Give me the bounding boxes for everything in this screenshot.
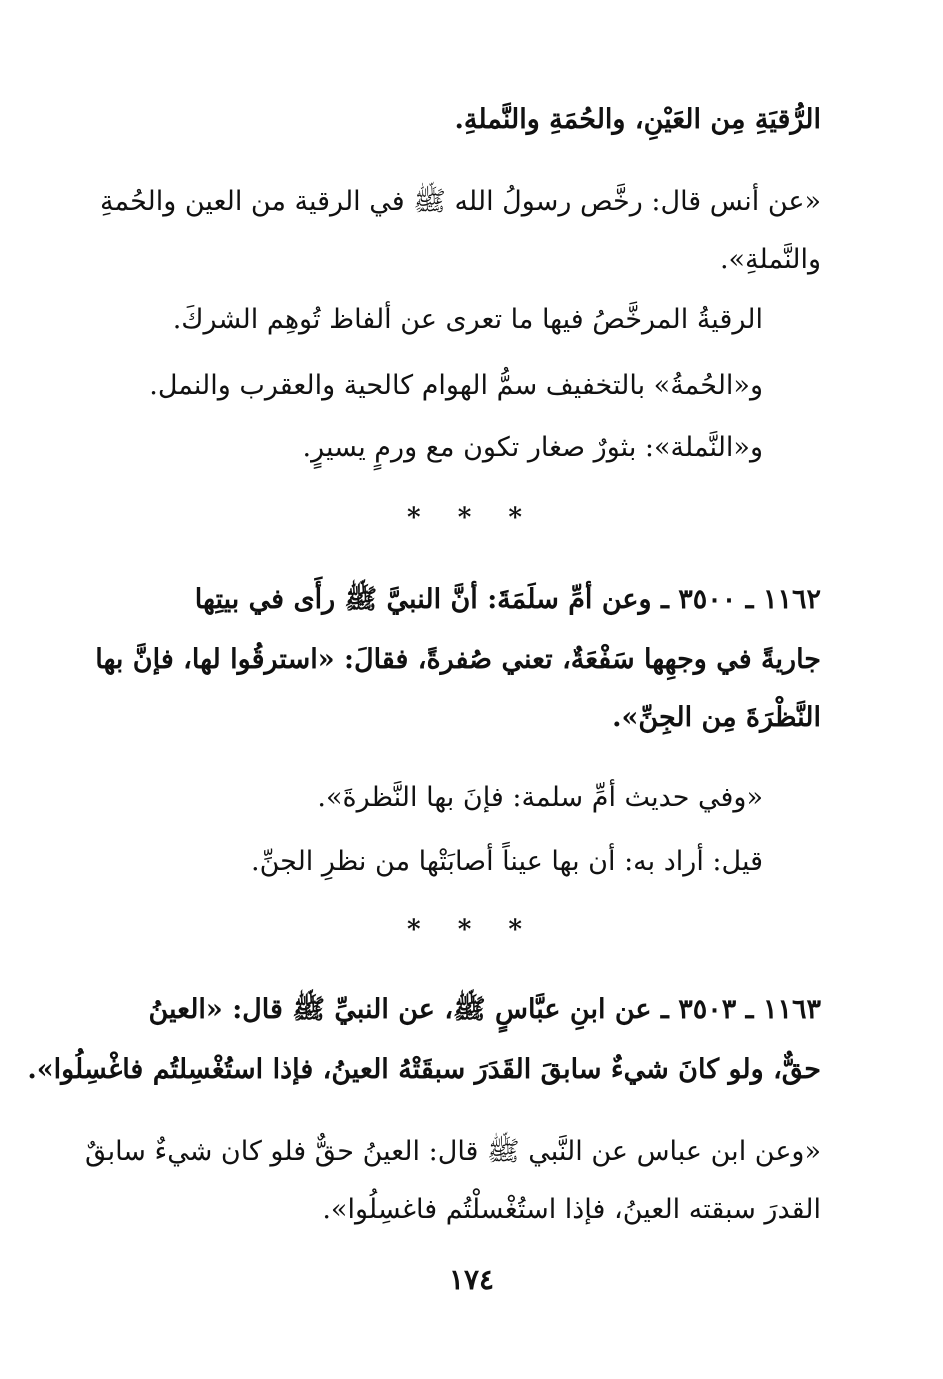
- chapter-heading: الرُّقيَةِ مِن العَيْنِ، والحُمَةِ والنَّملةِ.: [454, 104, 821, 135]
- commentary-line: «وعن ابن عباس عن النَّبي ﷺ قال: العينُ حقٌّ فلو كان شيءٌ سابقٌ: [85, 1136, 821, 1167]
- section-separator: * * *: [407, 915, 536, 945]
- commentary-line: قيل: أراد به: أن بها عيناً أصابَتْها من نظرِ الجنِّ.: [251, 846, 763, 877]
- hadith-text-line: النَّظْرَةَ مِن الجِنِّ».: [612, 702, 821, 733]
- hadith-text-line: «عن أنس قال: رخَّص رسولُ الله ﷺ في الرقية من العين والحُمةِ: [100, 186, 821, 217]
- hadith-text-line: ١١٦٢ ـ ٣٥٠٠ ـ وعن أمِّ سلَمَةَ: أنَّ النبيَّ ﷺ رأَى في بيتِها: [194, 584, 821, 615]
- commentary-line: «وفي حديث أمِّ سلمة: فإنَ بها النَّظرةَ».: [317, 782, 763, 813]
- hadith-text-line: والنَّملةِ».: [719, 244, 821, 275]
- commentary-line: القدرَ سبقته العينُ، فإذا استُغْسلْتُم فاغسِلُوا».: [322, 1194, 821, 1225]
- commentary-line: الرقيةُ المرخَّصُ فيها ما تعرى عن ألفاظ تُوهِم الشركَ.: [172, 304, 763, 335]
- hadith-text-line: جاريةً في وجهِها سَفْعَةٌ، تعني صُفرةً، فقالَ: «استرقُوا لها، فإنَّ بها: [95, 644, 821, 675]
- section-separator: * * *: [407, 503, 536, 533]
- commentary-line: و«الحُمةُ» بالتخفيف سمُّ الهوام كالحية والعقرب والنمل.: [149, 370, 763, 401]
- commentary-line: و«النَّملة»: بثورٌ صغار تكون مع ورمٍ يسيرٍ.: [302, 432, 763, 463]
- page-number: ١٧٤: [448, 1263, 495, 1296]
- hadith-text-line: ١١٦٣ ـ ٣٥٠٣ ـ عن ابنِ عبَّاسٍ ﷺ، عن النبيِّ ﷺ قال: «العينُ: [148, 994, 821, 1025]
- hadith-text-line: حقٌّ، ولو كانَ شيءٌ سابقَ القَدَرَ سبقَتْهُ العينُ، فإذا استُغْسِلتُم فاغْسِلُوا».: [27, 1054, 821, 1085]
